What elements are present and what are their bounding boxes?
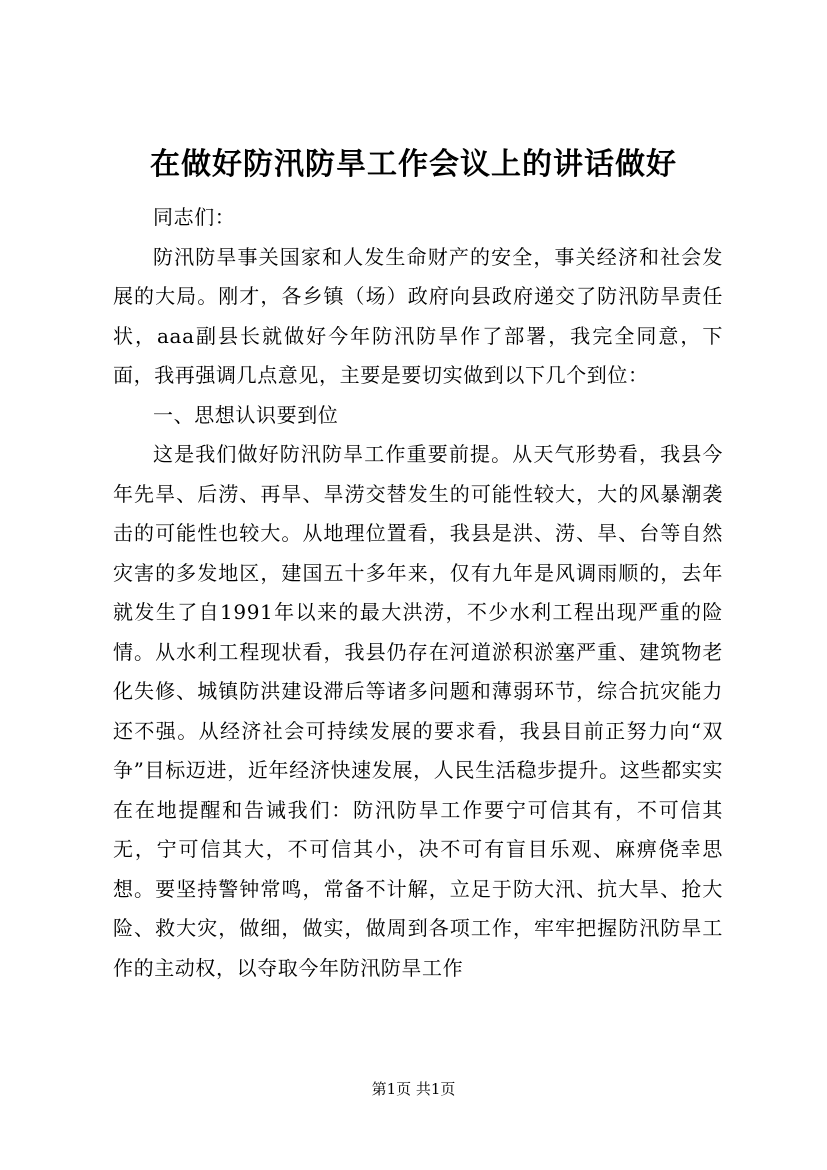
salutation-paragraph: 同志们： xyxy=(153,205,236,229)
body-paragraph: 这是我们做好防汛防旱工作重要前提。从天气形势看，我县今年先旱、后涝、再旱、旱涝交替发生的可能性较大，大的风暴潮袭击的可能性也较大。从地理位置看，我县是洪、涝、旱、台等自然灾害的多发地区，建国五十多年来，仅有九年是风调雨顺的，去年就发生了自1991年以来的最大洪涝，不少水利工程出现严重的险情。从水利工程现状看，我县仍存在河道淤积淤塞严重、建筑物老化失修、城镇防洪建设滞后等诸多问题和薄弱环节，综合抗灾能力还不强。从经济社会可持续发展的要求看，我县目前正努力向“双争”目标迈进，近年经济快速发展，人民生活稳步提升。这些都实实在在地提醒和告诫我们：防汛防旱工作要宁可信其有，不可信其无，宁可信其大，不可信其小，决不可有盲目乐观、麻痹侥幸思想。要坚持警钟常鸣，常备不计解，立足于防大汛、抗大旱、抢大险、救大灾，做细，做实，做周到各项工作，牢牢把握防汛防旱工作的主动权，以夺取今年防汛防旱工作 xyxy=(113,442,723,980)
intro-paragraph: 防汛防旱事关国家和人发生命财产的安全，事关经济和社会发展的大局。刚才，各乡镇（场）政府向县政府递交了防汛防旱责任状，aaa副县长就做好今年防汛防旱作了部署，我完全同意，下面，我再强调几点意见，主要是要切实做到以下几个到位： xyxy=(113,244,723,387)
page-footer: 第1页 共1页 xyxy=(371,1080,456,1098)
section-heading: 一、思想认识要到位 xyxy=(153,402,339,427)
page-title: 在做好防汛防旱工作会议上的讲话做好 xyxy=(150,147,677,182)
document-body xyxy=(113,198,723,988)
